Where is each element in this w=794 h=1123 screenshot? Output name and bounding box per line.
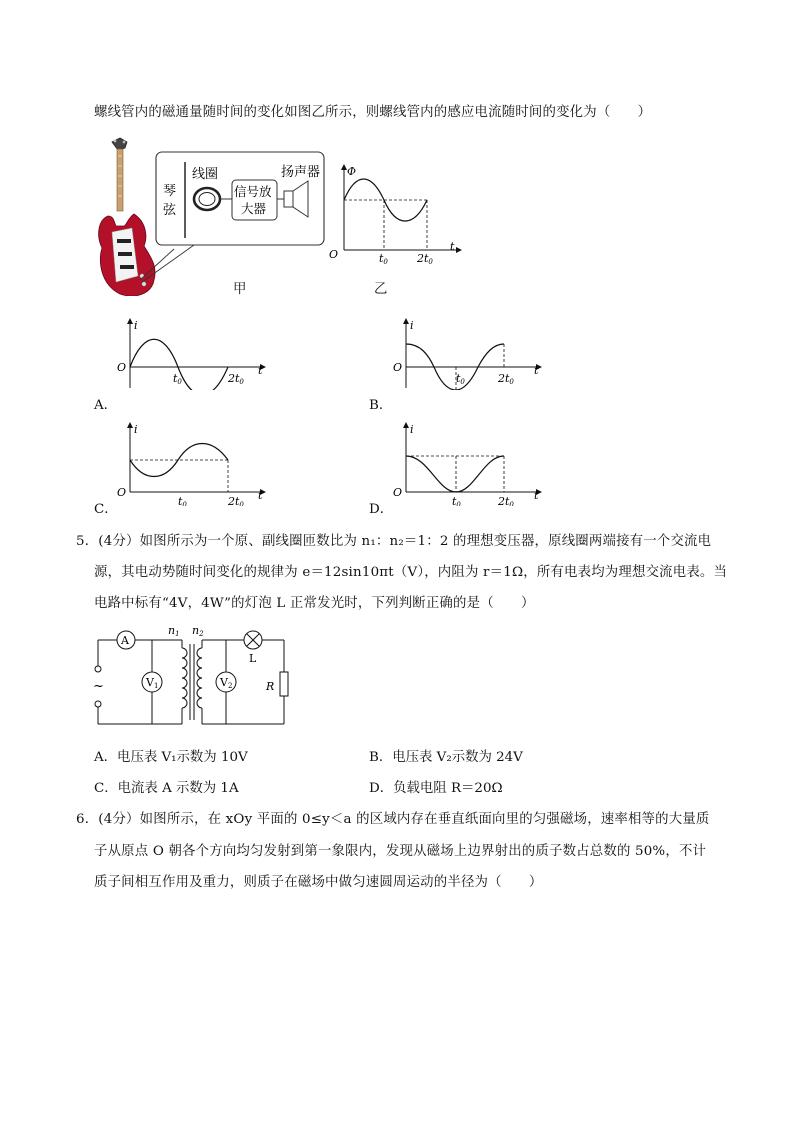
svg-text:t: t bbox=[258, 364, 263, 377]
t0-tick: t0 bbox=[379, 252, 388, 266]
svg-text:O: O bbox=[117, 486, 127, 499]
svg-text:t0: t0 bbox=[456, 372, 465, 386]
svg-text:2t0: 2t0 bbox=[228, 372, 244, 386]
q5-option-b[interactable]: B．电压表 V₂示数为 24V bbox=[369, 750, 523, 765]
speaker-label: 扬声器 bbox=[281, 165, 321, 180]
svg-text:n2: n2 bbox=[192, 624, 204, 638]
caption-jia: 甲 bbox=[233, 282, 247, 297]
q5-option-c[interactable]: C．电流表 A 示数为 1A bbox=[94, 781, 239, 796]
figure-jia bbox=[94, 136, 334, 296]
option-a-graph bbox=[110, 318, 270, 390]
svg-text:t0: t0 bbox=[173, 372, 182, 386]
q5-stem-line-3: 电路中标有“4V，4W”的灯泡 L 正常发光时，下列判断正确的是（ ） bbox=[94, 596, 535, 611]
svg-text:t0: t0 bbox=[452, 495, 461, 506]
svg-text:2t0: 2t0 bbox=[228, 495, 244, 506]
option-d-label[interactable]: D． bbox=[369, 502, 394, 517]
svg-text:O: O bbox=[393, 486, 403, 499]
option-b-label[interactable]: B． bbox=[369, 398, 393, 413]
ammeter-label: A bbox=[121, 634, 129, 647]
svg-text:V1: V1 bbox=[146, 676, 159, 690]
svg-text:i: i bbox=[410, 319, 414, 332]
q5-option-d[interactable]: D．负载电阻 R＝20Ω bbox=[369, 781, 503, 796]
option-c-graph bbox=[110, 422, 270, 506]
option-a-label[interactable]: A． bbox=[94, 398, 118, 413]
svg-text:i: i bbox=[134, 423, 138, 436]
figure-yi bbox=[326, 160, 466, 270]
svg-text:2t0: 2t0 bbox=[498, 495, 514, 506]
svg-text:t0: t0 bbox=[178, 495, 187, 506]
coil-label: 线圈 bbox=[192, 167, 219, 182]
option-c-label[interactable]: C． bbox=[94, 502, 118, 517]
q5-stem-line-1: 5．(4分）如图所示为一个原、副线圈匝数比为 n₁：n₂＝1：2 的理想变压器，原线圈两端接有一个交流电 bbox=[76, 534, 712, 549]
svg-text:V2: V2 bbox=[220, 676, 233, 690]
svg-text:O: O bbox=[393, 361, 403, 374]
amp-label-2: 大器 bbox=[241, 201, 267, 216]
option-b-graph bbox=[388, 318, 548, 390]
svg-text:n1: n1 bbox=[168, 624, 180, 638]
caption-yi: 乙 bbox=[374, 282, 388, 297]
t-axis-label: t bbox=[450, 240, 455, 253]
q6-stem-line-1: 6．(4分）如图所示，在 xOy 平面的 0≤y＜a 的区域内存在垂直纸面向里的匀强磁场，速率相等的大量质 bbox=[76, 812, 710, 827]
resistor-icon bbox=[280, 672, 288, 696]
svg-text:i: i bbox=[134, 319, 138, 332]
q6-stem-line-2: 子从原点 O 朝各个方向均匀发射到第一象限内，发现从磁场上边界射出的质子数占总数的 50%，不计 bbox=[94, 844, 707, 859]
string-label-2: 弦 bbox=[163, 203, 177, 218]
lamp-label: L bbox=[249, 652, 257, 665]
svg-text:t: t bbox=[534, 364, 539, 377]
q5-stem-line-2: 源，其电动势随时间变化的规律为 e＝12sin10πt（V），内阻为 r＝1Ω，所有电表均为理想交流电表。当 bbox=[94, 565, 728, 580]
q6-stem-line-3: 质子间相互作用及重力，则质子在磁场中做匀速圆周运动的半径为（ ） bbox=[94, 875, 543, 890]
transformer-circuit bbox=[86, 620, 296, 732]
svg-text:t: t bbox=[258, 489, 263, 502]
ac-source-icon: ~ bbox=[93, 679, 104, 694]
svg-text:O: O bbox=[117, 361, 127, 374]
string-label-1: 琴 bbox=[163, 184, 177, 199]
svg-text:i: i bbox=[410, 423, 414, 436]
primary-coil-icon bbox=[182, 648, 187, 708]
resistor-label: R bbox=[266, 680, 275, 693]
svg-text:t: t bbox=[534, 489, 539, 502]
q4-stem-line: 螺线管内的磁通量随时间的变化如图乙所示，则螺线管内的感应电流随时间的变化为（ ） bbox=[94, 105, 652, 120]
svg-text:2t0: 2t0 bbox=[498, 372, 514, 386]
secondary-coil-icon bbox=[197, 648, 202, 708]
guitar-icon bbox=[99, 138, 155, 296]
origin-label: O bbox=[329, 248, 339, 261]
2t0-tick: 2t0 bbox=[417, 252, 433, 266]
q5-option-a[interactable]: A．电压表 V₁示数为 10V bbox=[94, 750, 248, 765]
option-d-graph bbox=[388, 422, 548, 506]
phi-axis-label: Φ bbox=[347, 165, 357, 178]
amp-label-1: 信号放 bbox=[234, 184, 272, 199]
